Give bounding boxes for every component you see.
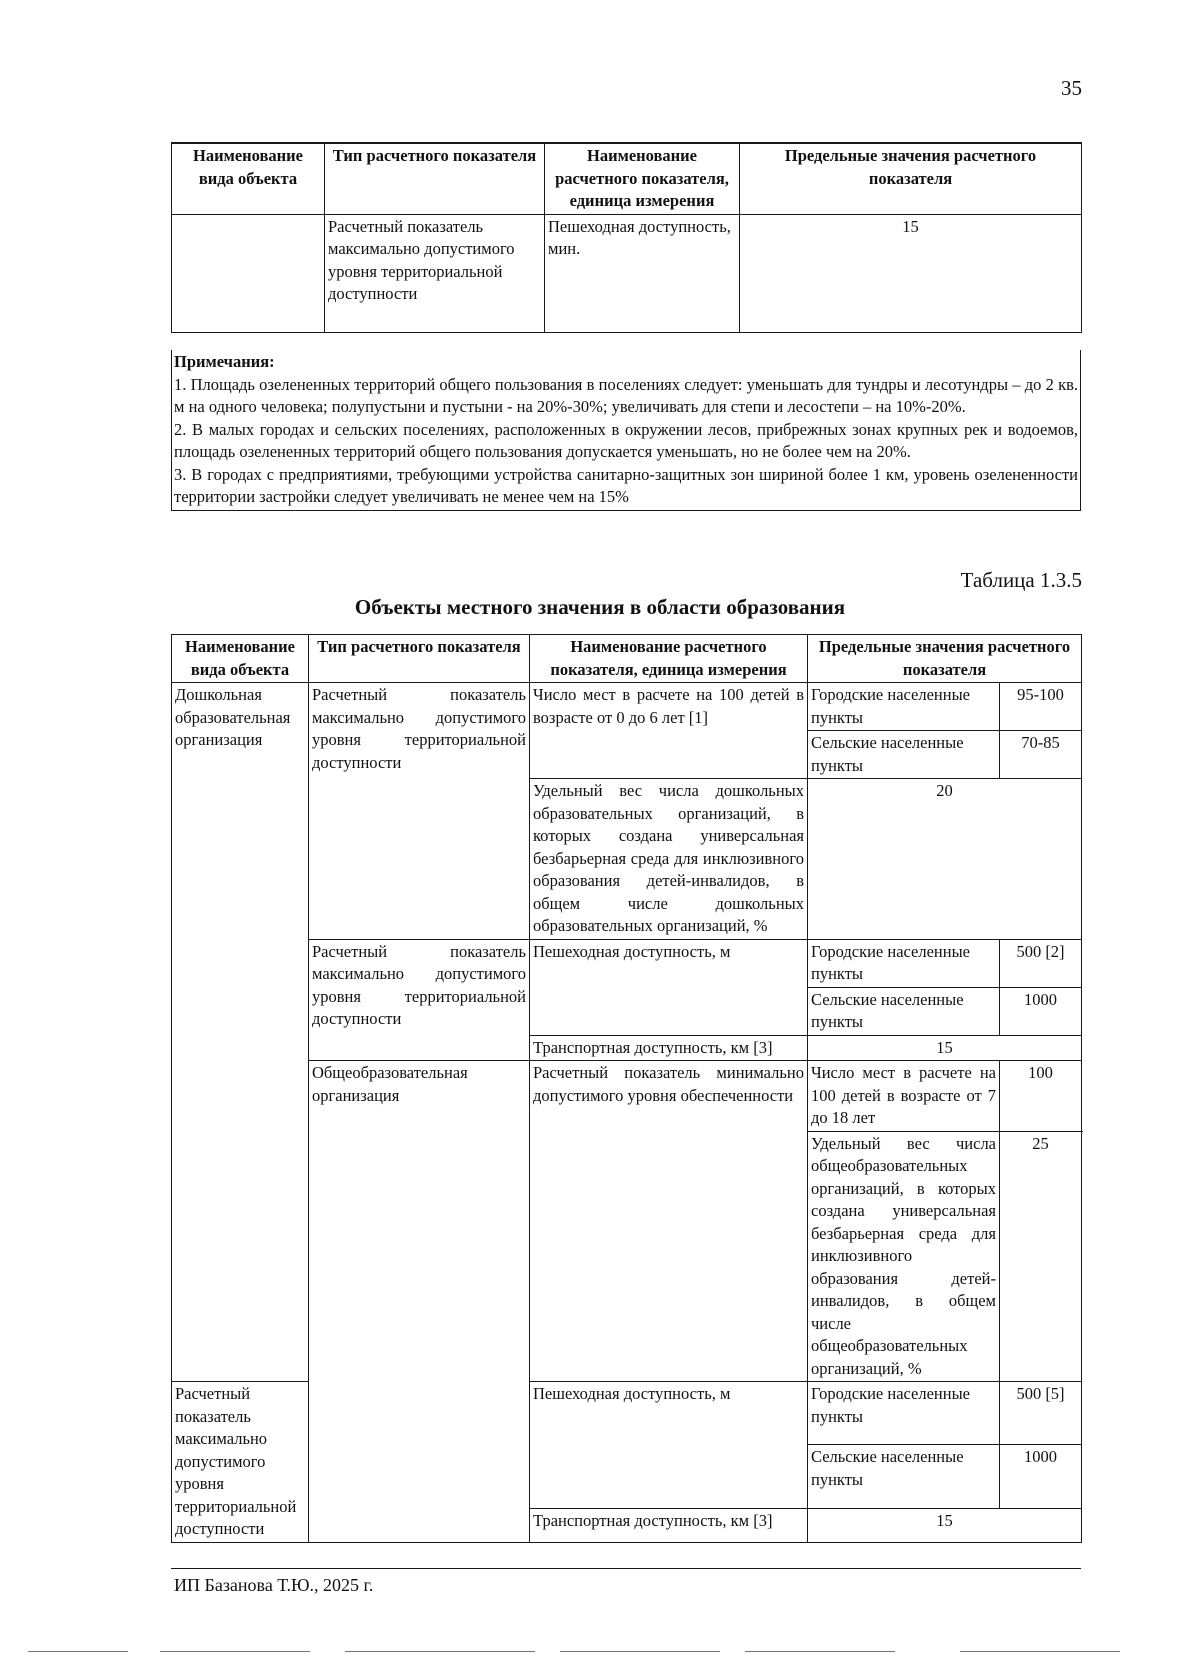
cell-type: Расчетный показатель максимально допустимого уровня территориальной доступности (325, 214, 545, 332)
cell-type-preschool-1: Расчетный показатель максимально допустимого уровня территориальной доступности (309, 683, 530, 940)
table-row (172, 1061, 1082, 1132)
cell-type-school-1: Расчетный показатель минимально допустимого уровня обеспеченности (530, 1061, 808, 1382)
cell-walk-urban-value: 500 [2] (1000, 939, 1082, 987)
header-indicator-type: Тип расчетного показателя (309, 635, 530, 683)
cell-rural-label: Сельские населенные пункты (808, 731, 1000, 779)
cell-urban-value: 95-100 (1000, 683, 1082, 731)
header-limit-values: Предельные значения расчетного показателя (740, 143, 1082, 214)
cell-rural-value: 70-85 (1000, 731, 1082, 779)
header-indicator-type: Тип расчетного показателя (325, 143, 545, 214)
footer-divider (171, 1568, 1081, 1569)
cell-places-school: Число мест в расчете на 100 детей в возрасте от 7 до 18 лет (808, 1061, 1000, 1132)
cell-walk-urban-value: 500 [5] (1000, 1382, 1082, 1445)
table-row (172, 939, 1082, 987)
scan-artifact-line (28, 1651, 128, 1652)
cell-walk-urban-label: Городские населенные пункты (808, 939, 1000, 987)
cell-share-school: Удельный вес числа общеобразовательных организаций, в которых создана универсальная безбарьерная среда для инклюзивного образования детей-инвалидов, в общем числе общеобразовательных организаций, % (808, 1131, 1000, 1382)
header-object-name: Наименование вида объекта (172, 143, 325, 214)
header-indicator-name: Наименование расчетного показателя, единица измерения (545, 143, 740, 214)
note-item: 1. Площадь озелененных территорий общего пользования в поселениях следует: уменьшать для тундры и лесотундры – до 2 кв. м на одного человека; полупустыни и пустыни - на 20%-30%; увеличивать для степи и лесостепи – на 10%-20%. (174, 374, 1078, 416)
cell-name: Пешеходная доступность, мин. (545, 214, 740, 332)
note-item: 2. В малых городах и сельских поселениях, расположенных в окружении лесов, прибрежных зонах крупных рек и водоемов, площадь озелененных территорий общего пользования допускается уменьшать, но не более чем на 20%. (174, 419, 1078, 461)
cell-value: 15 (740, 214, 1082, 332)
cell-places-preschool: Число мест в расчете на 100 детей в возрасте от 0 до 6 лет [1] (530, 683, 808, 779)
cell-transport-value: 15 (808, 1035, 1082, 1061)
cell-transport-preschool: Транспортная доступность, км [3] (530, 1035, 808, 1061)
scan-artifact-line (745, 1651, 895, 1652)
cell-share-value: 20 (808, 779, 1082, 940)
cell-walk-rural-label: Сельские населенные пункты (808, 1445, 1000, 1508)
table-number: Таблица 1.3.5 (960, 568, 1082, 592)
cell-walk-school: Пешеходная доступность, м (530, 1382, 808, 1509)
cell-places-value: 100 (1000, 1061, 1082, 1132)
header-object-name: Наименование вида объекта (172, 635, 309, 683)
table-row (172, 683, 1082, 731)
scan-artifact-line (345, 1651, 535, 1652)
cell-walk-rural-label: Сельские населенные пункты (808, 987, 1000, 1035)
cell-transport-school: Транспортная доступность, км [3] (530, 1508, 808, 1542)
header-indicator-name: Наименование расчетного показателя, единица измерения (530, 635, 808, 683)
cell-walk-urban-label: Городские населенные пункты (808, 1382, 1000, 1445)
cell-transport-value: 15 (808, 1508, 1082, 1542)
cell-walk-rural-value: 1000 (1000, 987, 1082, 1035)
scan-artifact-line (160, 1651, 310, 1652)
scan-artifact-line (960, 1651, 1120, 1652)
page-number: 35 (1061, 76, 1082, 100)
scan-artifact-line (560, 1651, 720, 1652)
education-table (171, 634, 1082, 1543)
footer-text: ИП Базанова Т.Ю., 2025 г. (174, 1575, 374, 1595)
cell-object (172, 214, 325, 332)
cell-type-preschool-2: Расчетный показатель максимально допустимого уровня территориальной доступности (309, 939, 530, 1061)
cell-type-school-2: Расчетный показатель максимально допустимого уровня территориальной доступности (172, 1382, 309, 1543)
table-header-row (172, 635, 1082, 683)
cell-walk-rural-value: 1000 (1000, 1445, 1082, 1508)
table-title: Объекты местного значения в области образования (354, 595, 846, 619)
cell-urban-label: Городские населенные пункты (808, 683, 1000, 731)
note-item: 3. В городах с предприятиями, требующими устройства санитарно-защитных зон шириной более 1 км, уровень озелененности территории застройки следует увеличивать не менее чем на 15% (174, 464, 1078, 506)
notes-title: Примечания: (174, 352, 275, 371)
cell-object-preschool: Дошкольная образовательная организация (172, 683, 309, 1382)
cell-share-preschool: Удельный вес числа дошкольных образовательных организаций, в которых создана универсальная безбарьерная среда для инклюзивного образования детей-инвалидов, в общем числе дошкольных образовательных организаций, % (530, 779, 808, 940)
header-limit-values: Предельные значения расчетного показателя (808, 635, 1082, 683)
cell-share-value: 25 (1000, 1131, 1082, 1382)
table-row (172, 1382, 1082, 1445)
cell-object-school: Общеобразовательная организация (309, 1061, 530, 1543)
continuation-table (171, 142, 1082, 333)
table-header-row (172, 143, 1082, 214)
table-row (172, 214, 1082, 332)
notes-block (171, 350, 1081, 511)
cell-walk-preschool: Пешеходная доступность, м (530, 939, 808, 1035)
